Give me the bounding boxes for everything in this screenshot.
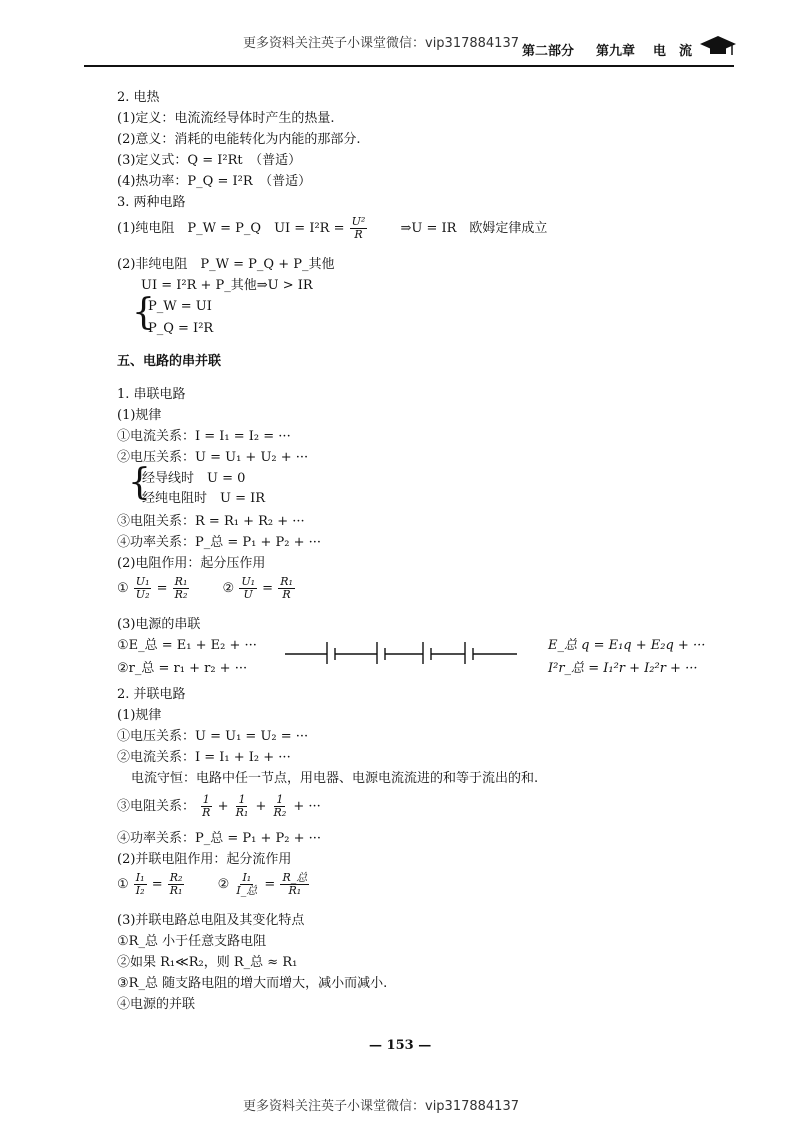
fraction-u2-over-r [350, 216, 368, 241]
line-parallel-sources: ④电源的并联 [117, 997, 196, 1012]
line-series-circuit: 1. 串联电路 [117, 387, 186, 402]
line-current-division: (2)并联电阻作用：起分流作用 [117, 852, 292, 867]
series-battery-diagram [285, 638, 517, 666]
fraction-1-r1 [234, 794, 251, 819]
section-five-heading: 五、电路的串并联 [117, 354, 222, 369]
fraction-numerator: R_总 [282, 871, 308, 884]
line-energy-equation: E_总 q = E₁q + E₂q + ··· [548, 638, 706, 653]
fraction-denominator: U₂ [135, 588, 150, 601]
fraction-rtotal-r1 [280, 872, 309, 897]
brace-left: { [132, 292, 155, 333]
header-chapter: 第九章 [596, 44, 636, 59]
fraction-denominator: R [354, 228, 363, 241]
line-heading-electric-heat: 2. 电热 [117, 90, 160, 105]
equals-sign: = [151, 877, 163, 892]
fraction-denominator: R₁ [235, 806, 249, 819]
fraction-denominator: R [202, 806, 211, 819]
fraction-numerator: I₁ [135, 871, 145, 884]
resistance-relation-label: ③电阻关系： [117, 799, 196, 814]
line-rtotal-smaller: ①R_总 小于任意支路电阻 [117, 934, 267, 949]
line-parallel-resistance [117, 794, 321, 819]
fraction-numerator: R₁ [280, 575, 293, 588]
line-rtotal-varies: ③R_总 随支路电阻的增大而增大，减小而减小. [117, 976, 388, 991]
fraction-numerator: 1 [276, 793, 284, 806]
line-parallel-current: ②电流关系：I = I₁ + I₂ + ··· [117, 750, 291, 765]
line-parallel-circuit: 2. 并联电路 [117, 687, 186, 702]
graduation-cap-icon [698, 34, 738, 58]
plus-sign: + [217, 799, 229, 814]
header-part: 第二部分 [522, 44, 575, 59]
line-voltage-relation: ②电压关系：U = U₁ + U₂ + ··· [117, 450, 309, 465]
pure-resistance-text: (1)纯电阻 P_W = P_Q UI = I²R = [117, 221, 345, 236]
ellipsis-term: + ··· [293, 799, 321, 814]
line-through-wire: 经导线时 U = 0 [142, 471, 246, 486]
line-meaning: (2)意义：消耗的电能转化为内能的那部分. [117, 132, 361, 147]
fraction-numerator: U₁ [135, 575, 150, 588]
line-ui-inequality: UI = I²R + P_其他⇒U > IR [141, 278, 313, 293]
fraction-u1-u [239, 576, 257, 601]
line-series-sources: (3)电源的串联 [117, 617, 201, 632]
line-definition-formula: (3)定义式：Q = I²Rt （普适） [117, 153, 302, 168]
line-parallel-power: ④功率关系：P_总 = P₁ + P₂ + ··· [117, 831, 322, 846]
line-current-conservation: 电流守恒：电路中任一节点，用电器、电源电流流进的和等于流出的和. [131, 771, 539, 786]
line-power-relation: ④功率关系：P_总 = P₁ + P₂ + ··· [117, 535, 322, 550]
line-total-internal-resistance: ②r_总 = r₁ + r₂ + ··· [117, 661, 248, 676]
line-voltage-ratios [117, 576, 296, 601]
fraction-numerator: 1 [202, 793, 210, 806]
marker-1: ① [117, 581, 129, 596]
header-topic: 电 流 [653, 44, 693, 59]
fraction-1-r2 [272, 794, 289, 819]
fraction-i1-i2 [134, 872, 147, 897]
brace-left-2: { [128, 462, 151, 503]
line-voltage-division: (2)电阻作用：起分压作用 [117, 556, 266, 571]
line-parallel-voltage: ①电压关系：U = U₁ = U₂ = ··· [117, 729, 309, 744]
line-pure-resistance [117, 216, 547, 241]
equals-sign: = [264, 877, 276, 892]
fraction-r1-r2 [173, 576, 190, 601]
line-current-ratios [117, 872, 310, 897]
fraction-i1-itotal [234, 872, 259, 897]
fraction-numerator: U₁ [241, 575, 255, 588]
fraction-numerator: 1 [238, 793, 246, 806]
fraction-denominator: I_总 [236, 884, 258, 897]
fraction-denominator: R₁ [169, 884, 183, 897]
line-rules-1: (1)规律 [117, 408, 162, 423]
fraction-denominator: R₁ [288, 884, 302, 897]
line-definition: (1)定义：电流流经导体时产生的热量. [117, 111, 335, 126]
line-total-resistance-features: (3)并联电路总电阻及其变化特点 [117, 913, 305, 928]
equals-sign: = [156, 581, 168, 596]
line-resistance-relation: ③电阻关系：R = R₁ + R₂ + ··· [117, 514, 305, 529]
fraction-denominator: U [243, 588, 253, 601]
line-two-circuits: 3. 两种电路 [117, 195, 186, 210]
header-rule [84, 65, 734, 67]
line-power-equation: I²r_总 = I₁²r + I₂²r + ··· [548, 661, 698, 676]
line-pw-ui: P_W = UI [148, 299, 212, 314]
fraction-r1-r [278, 576, 295, 601]
watermark-bottom: 更多资料关注英子小课堂微信：vip317884137 [243, 1099, 519, 1114]
fraction-numerator: U² [351, 215, 366, 228]
line-through-resistor: 经纯电阻时 U = IR [142, 491, 266, 506]
equals-sign: = [262, 581, 274, 596]
fraction-r2-r1 [168, 872, 185, 897]
fraction-denominator: R₂ [174, 588, 188, 601]
line-rules-2: (1)规律 [117, 708, 162, 723]
line-total-emf: ①E_总 = E₁ + E₂ + ··· [117, 638, 257, 653]
marker-2: ② [222, 581, 235, 596]
page-number: — 153 — [369, 1038, 432, 1053]
line-if-r1-much-less: ②如果 R₁≪R₂，则 R_总 ≈ R₁ [117, 955, 298, 970]
fraction-1-r [200, 794, 212, 819]
fraction-denominator: R₂ [273, 806, 287, 819]
line-pq-i2r: P_Q = I²R [148, 321, 214, 336]
plus-sign: + [255, 799, 267, 814]
ohm-law-holds-text: ⇒U = IR 欧姆定律成立 [400, 221, 548, 236]
line-heat-power: (4)热功率：P_Q = I²R （普适） [117, 174, 312, 189]
line-non-pure-resistance: (2)非纯电阻 P_W = P_Q + P_其他 [117, 257, 335, 272]
fraction-numerator: R₂ [169, 871, 183, 884]
marker-2: ② [217, 877, 230, 892]
watermark-top: 更多资料关注英子小课堂微信：vip317884137 [243, 36, 519, 51]
fraction-numerator: R₁ [174, 575, 188, 588]
fraction-u1-u2 [134, 576, 152, 601]
fraction-denominator: R [282, 588, 291, 601]
marker-1: ① [117, 877, 129, 892]
fraction-denominator: I₂ [135, 884, 145, 897]
fraction-numerator: I₁ [242, 871, 252, 884]
line-current-relation: ①电流关系：I = I₁ = I₂ = ··· [117, 429, 291, 444]
